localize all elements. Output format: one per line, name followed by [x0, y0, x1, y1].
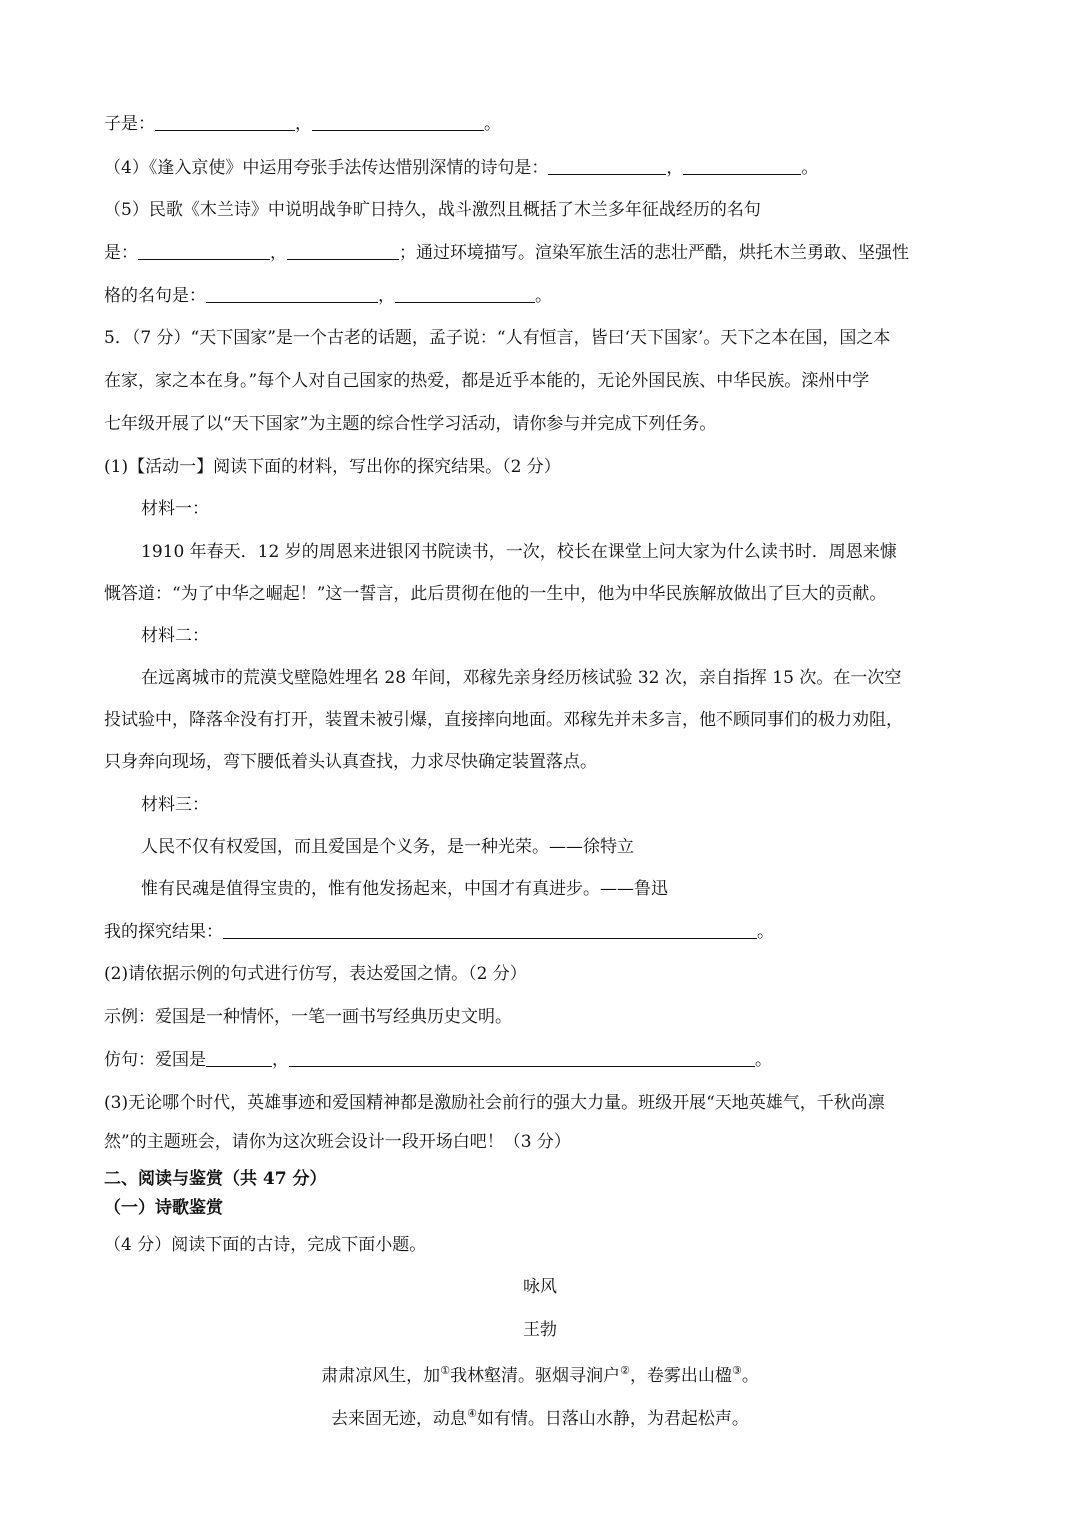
material-3-line-2: 惟有民魂是值得宝贵的，惟有他发扬起来，中国才有真进步。——鲁迅	[141, 879, 668, 899]
poem-text: 。	[741, 1366, 759, 1386]
result-prefix: 我的探究结果：	[104, 922, 223, 942]
task5-line-2: 在家，家之本在身。”每个人对自己国家的热爱，都是近乎本能的，无论外国民族、中华民族。滦州中学	[104, 371, 870, 391]
imitate-line	[104, 1048, 772, 1072]
poem-line-1	[0, 1359, 1080, 1388]
end-mark: 。	[484, 114, 501, 134]
q5-line-1	[104, 198, 761, 222]
poem-text: ，卷雾出山楹	[629, 1366, 732, 1386]
poem-title: 咏风	[523, 1277, 557, 1297]
poem-text: 我林壑清。驱烟寻涧户	[450, 1366, 621, 1386]
answer-blank[interactable]	[287, 243, 399, 260]
q5-line-2	[104, 241, 909, 265]
material-1-line-2: 慨答道：“为了中华之崛起！”这一誓言，此后贯彻在他的一生中，他为中华民族解放做出了巨大的贡献。	[104, 584, 887, 604]
q5-mid-text: ；通过环境描写。渲染军旅生活的悲壮严酷，烘托木兰勇敢、坚强性	[399, 243, 909, 263]
material-2-line-2: 投试验中，降落伞没有打开，装置未被引爆，直接摔向地面。邓稼先并未多言，他不顾同事们的极力劝阻，	[104, 710, 903, 730]
q5-text: （5）民歌《木兰诗》中说明战争旷日持久，战斗激烈且概括了木兰多年征战经历的名句	[104, 200, 761, 220]
answer-blank[interactable]	[206, 286, 378, 303]
answer-blank[interactable]	[683, 158, 801, 175]
separator: ，	[295, 114, 312, 134]
q3-tail-prefix: 子是：	[104, 114, 155, 134]
material-2-label: 材料二：	[141, 626, 209, 646]
material-1-label: 材料一：	[141, 499, 209, 519]
task5-line-3: 七年级开展了以“天下国家”为主题的综合性学习活动，请你参与并完成下列任务。	[104, 414, 717, 434]
footnote-marker: ②	[620, 1364, 630, 1377]
q2-heading: (2)请依据示例的句式进行仿写，表达爱国之情。（2 分）	[104, 964, 527, 984]
separator: ，	[378, 286, 395, 306]
q5-prefix: 格的名句是：	[104, 286, 206, 306]
answer-blank[interactable]	[312, 114, 484, 131]
answer-blank[interactable]	[206, 1050, 272, 1067]
end-mark: 。	[755, 1050, 772, 1070]
material-3-line-1: 人民不仅有权爱国，而且爱国是个义务，是一种光荣。——徐特立	[141, 837, 634, 857]
separator: ，	[272, 1050, 289, 1070]
section-2-heading: 二、阅读与鉴赏（共 47 分）	[104, 1169, 327, 1189]
answer-blank[interactable]	[395, 286, 535, 303]
poem-author: 王勃	[523, 1320, 557, 1340]
example-line: 示例：爱国是一种情怀，一笔一画书写经典历史文明。	[104, 1007, 512, 1027]
q5-line-3	[104, 284, 552, 308]
answer-blank[interactable]	[138, 243, 270, 260]
q3-line-1: (3)无论哪个时代，英雄事迹和爱国精神都是激励社会前行的强大力量。班级开展“天地英雄气，千秋尚凛	[104, 1093, 885, 1113]
answer-blank[interactable]	[548, 158, 666, 175]
material-2-line-3: 只身奔向现场，弯下腰低着头认真查找，力求尽快确定装置落点。	[104, 752, 597, 772]
footnote-marker: ④	[467, 1407, 477, 1420]
imitate-prefix: 仿句：爱国是	[104, 1050, 206, 1070]
answer-blank[interactable]	[289, 1050, 755, 1067]
q4-line	[104, 156, 818, 180]
result-line	[104, 920, 774, 944]
end-mark: 。	[535, 286, 552, 306]
q3-line-2: 然”的主题班会，请你为这次班会设计一段开场白吧！（3 分）	[104, 1132, 571, 1152]
answer-blank[interactable]	[155, 114, 295, 131]
separator: ，	[666, 158, 684, 178]
end-mark: 。	[757, 922, 774, 942]
poem-line-2	[0, 1402, 1080, 1431]
poem-intro: （4 分）阅读下面的古诗，完成下面小题。	[104, 1235, 427, 1255]
poem-text: 如有情。日落山水静，为君起松声。	[476, 1409, 749, 1429]
material-3-label: 材料三：	[141, 795, 209, 815]
material-1-line-1: 1910 年春天．12 岁的周恩来进银冈书院读书，一次，校长在课堂上问大家为什么读书时．周恩来慷	[141, 542, 897, 562]
q3-tail-line	[104, 112, 501, 136]
end-mark: 。	[801, 158, 819, 178]
task5-line-1: 5．（7 分）“天下国家”是一个古老的话题，孟子说：“人有恒言，皆曰‘天下国家’。天下之本在国，国之本	[104, 328, 891, 348]
footnote-marker: ③	[731, 1364, 742, 1377]
poem-text: 肃肃凉风生，加	[321, 1366, 441, 1386]
activity-1-heading: (1)【活动一】阅读下面的材料，写出你的探究结果。（2 分）	[104, 457, 561, 477]
poem-text: 去来固无迹，动息	[331, 1409, 468, 1429]
footnote-marker: ①	[440, 1364, 451, 1377]
q5-prefix: 是：	[104, 243, 138, 263]
separator: ，	[270, 243, 287, 263]
subsection-1-heading: （一）诗歌鉴赏	[104, 1198, 223, 1218]
q4-text: （4）《逢入京使》中运用夸张手法传达惜别深情的诗句是：	[104, 158, 549, 178]
answer-blank[interactable]	[223, 922, 757, 939]
material-2-line-1: 在远离城市的荒漠戈壁隐姓埋名 28 年间，邓稼先亲身经历核试验 32 次，亲自指挥 15 次。在一次空	[141, 668, 902, 688]
